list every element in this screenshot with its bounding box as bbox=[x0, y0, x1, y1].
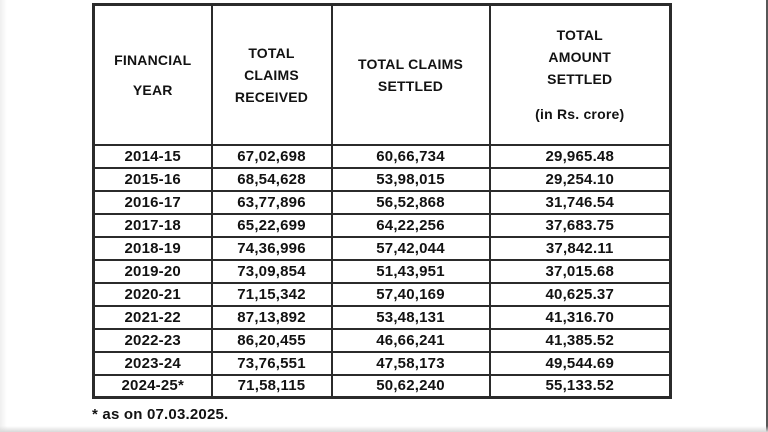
cell-financial-year: 2017-18 bbox=[94, 214, 212, 237]
table-row bbox=[94, 283, 671, 306]
header-claims-settled-line1: TOTAL CLAIMS bbox=[357, 55, 464, 72]
cell-total-claims-received: 87,13,892 bbox=[212, 306, 332, 329]
scan-edge-bottom bbox=[0, 426, 768, 432]
cell-total-claims-settled: 57,42,044 bbox=[332, 237, 490, 260]
cell-total-claims-received: 68,54,628 bbox=[212, 168, 332, 191]
claims-statistics-table bbox=[92, 3, 672, 399]
cell-total-claims-received: 63,77,896 bbox=[212, 191, 332, 214]
cell-total-amount-settled: 29,965.48 bbox=[490, 145, 671, 168]
table-row bbox=[94, 306, 671, 329]
table-row bbox=[94, 260, 671, 283]
cell-total-claims-settled: 64,22,256 bbox=[332, 214, 490, 237]
cell-financial-year: 2019-20 bbox=[94, 260, 212, 283]
cell-total-claims-settled: 57,40,169 bbox=[332, 283, 490, 306]
header-financial-year-line2: YEAR bbox=[132, 81, 173, 98]
scan-edge-left bbox=[0, 0, 7, 432]
cell-financial-year: 2023-24 bbox=[94, 352, 212, 375]
cell-financial-year: 2021-22 bbox=[94, 306, 212, 329]
cell-total-claims-received: 71,15,342 bbox=[212, 283, 332, 306]
cell-financial-year: 2016-17 bbox=[94, 191, 212, 214]
header-total-amount-settled bbox=[490, 5, 671, 145]
header-amount-unit-note: (in Rs. crore) bbox=[535, 106, 625, 123]
cell-total-amount-settled: 41,316.70 bbox=[490, 306, 671, 329]
header-amount-settled-line3: SETTLED bbox=[547, 71, 613, 88]
header-amount-settled-line1: TOTAL bbox=[556, 27, 603, 44]
cell-total-claims-settled: 51,43,951 bbox=[332, 260, 490, 283]
footnote: * as on 07.03.2025. bbox=[92, 406, 229, 423]
cell-financial-year: 2020-21 bbox=[94, 283, 212, 306]
cell-total-claims-settled: 53,98,015 bbox=[332, 168, 490, 191]
table-header-row bbox=[94, 5, 671, 145]
header-total-claims-received bbox=[212, 5, 332, 145]
table-row bbox=[94, 329, 671, 352]
cell-total-claims-settled: 56,52,868 bbox=[332, 191, 490, 214]
cell-total-claims-received: 67,02,698 bbox=[212, 145, 332, 168]
cell-total-amount-settled: 49,544.69 bbox=[490, 352, 671, 375]
header-claims-received-line2: CLAIMS bbox=[244, 66, 299, 83]
cell-financial-year: 2015-16 bbox=[94, 168, 212, 191]
header-amount-settled-line2: AMOUNT bbox=[548, 49, 612, 66]
cell-total-claims-received: 65,22,699 bbox=[212, 214, 332, 237]
cell-total-amount-settled: 31,746.54 bbox=[490, 191, 671, 214]
cell-total-amount-settled: 37,015.68 bbox=[490, 260, 671, 283]
cell-total-amount-settled: 37,842.11 bbox=[490, 237, 671, 260]
table-row bbox=[94, 237, 671, 260]
cell-total-claims-received: 86,20,455 bbox=[212, 329, 332, 352]
cell-financial-year: 2022-23 bbox=[94, 329, 212, 352]
cell-total-claims-received: 71,58,115 bbox=[212, 375, 332, 398]
table-body bbox=[94, 145, 671, 398]
table-row bbox=[94, 375, 671, 398]
header-claims-received-line3: RECEIVED bbox=[234, 88, 309, 105]
table-row bbox=[94, 352, 671, 375]
cell-total-amount-settled: 29,254.10 bbox=[490, 168, 671, 191]
cell-total-claims-received: 73,09,854 bbox=[212, 260, 332, 283]
cell-total-claims-settled: 47,58,173 bbox=[332, 352, 490, 375]
cell-total-amount-settled: 40,625.37 bbox=[490, 283, 671, 306]
cell-total-claims-settled: 60,66,734 bbox=[332, 145, 490, 168]
cell-total-claims-settled: 53,48,131 bbox=[332, 306, 490, 329]
table-row bbox=[94, 168, 671, 191]
cell-total-amount-settled: 37,683.75 bbox=[490, 214, 671, 237]
table-row bbox=[94, 145, 671, 168]
table-row bbox=[94, 214, 671, 237]
header-financial-year bbox=[94, 5, 212, 145]
header-claims-received-line1: TOTAL bbox=[248, 44, 295, 61]
cell-total-claims-settled: 46,66,241 bbox=[332, 329, 490, 352]
table-row bbox=[94, 191, 671, 214]
cell-total-claims-received: 73,76,551 bbox=[212, 352, 332, 375]
cell-total-amount-settled: 55,133.52 bbox=[490, 375, 671, 398]
cell-financial-year: 2014-15 bbox=[94, 145, 212, 168]
cell-total-claims-received: 74,36,996 bbox=[212, 237, 332, 260]
header-claims-settled-line2: SETTLED bbox=[377, 77, 444, 94]
cell-total-claims-settled: 50,62,240 bbox=[332, 375, 490, 398]
cell-financial-year: 2018-19 bbox=[94, 237, 212, 260]
header-total-claims-settled bbox=[332, 5, 490, 145]
cell-financial-year: 2024-25* bbox=[94, 375, 212, 398]
cell-total-amount-settled: 41,385.52 bbox=[490, 329, 671, 352]
header-financial-year-line1: FINANCIAL bbox=[114, 51, 192, 68]
